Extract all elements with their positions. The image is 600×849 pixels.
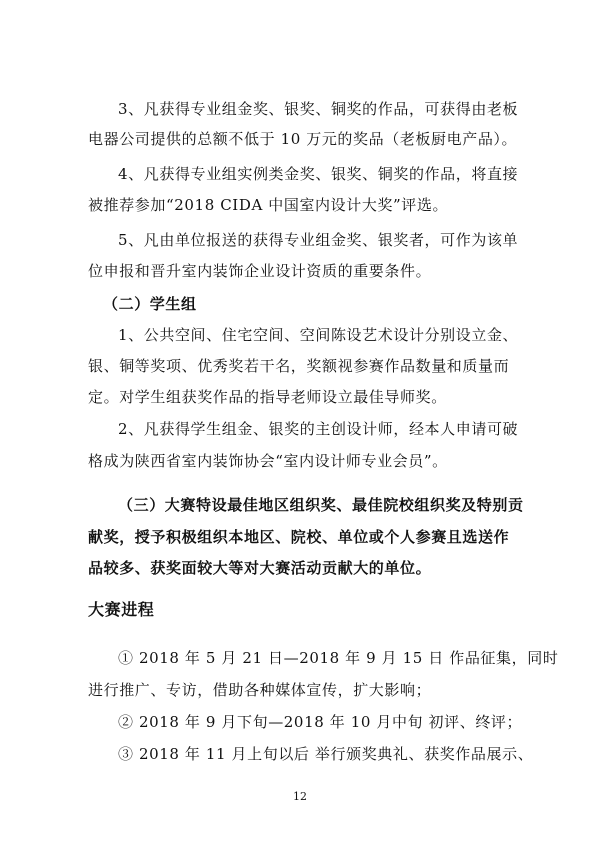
- award-item-4-line2: 被推荐参加“2018 CIDA 中国室内设计大奖”评选。: [88, 196, 449, 214]
- special-award-line2: 献奖，授予积极组织本地区、院校、单位或个人参赛且选送作: [88, 528, 510, 546]
- progress-item-2-line1: ② 2018 年 9 月下旬—2018 年 10 月中旬 初评、终评；: [118, 713, 523, 731]
- student-item-2-line2: 格成为陕西省室内装饰协会“室内设计师专业会员”。: [88, 452, 448, 470]
- progress-item-1-line2: 进行推广、专访，借助各种媒体宣传，扩大影响；: [88, 681, 432, 699]
- award-item-5-line1: 5、凡由单位报送的获得专业组金奖、银奖者，可作为该单: [118, 231, 519, 249]
- student-item-1-line3: 定。对学生组获奖作品的指导老师设立最佳导师奖。: [88, 388, 447, 406]
- award-item-3-line1: 3、凡获得专业组金奖、银奖、铜奖的作品，可获得由老板: [118, 100, 519, 118]
- student-group-heading: （二）学生组: [103, 295, 197, 313]
- progress-item-1-line1: ① 2018 年 5 月 21 日—2018 年 9 月 15 日 作品征集，同时: [118, 649, 559, 667]
- progress-heading: 大赛进程: [88, 600, 155, 619]
- award-item-3-line2: 电器公司提供的总额不低于 10 万元的奖品（老板厨电产品）。: [88, 130, 518, 148]
- student-item-1-line1: 1、公共空间、住宅空间、空间陈设艺术设计分别设立金、: [118, 326, 519, 344]
- student-item-1-line2: 银、铜等奖项、优秀奖若干名，奖额视参赛作品数量和质量而: [88, 357, 510, 375]
- special-award-line1: （三）大赛特设最佳地区组织奖、最佳院校组织奖及特别贡: [118, 496, 524, 514]
- page-number: 12: [293, 790, 307, 803]
- student-item-2-line1: 2、凡获得学生组金、银奖的主创设计师，经本人申请可破: [118, 420, 519, 438]
- award-item-4-line1: 4、凡获得专业组实例类金奖、银奖、铜奖的作品，将直接: [118, 165, 519, 183]
- progress-item-3-line1: ③ 2018 年 11 月上旬以后 举行颁奖典礼、获奖作品展示、: [118, 745, 534, 763]
- special-award-line3: 品较多、获奖面较大等对大赛活动贡献大的单位。: [88, 559, 432, 577]
- award-item-5-line2: 位申报和晋升室内装饰企业设计资质的重要条件。: [88, 262, 432, 280]
